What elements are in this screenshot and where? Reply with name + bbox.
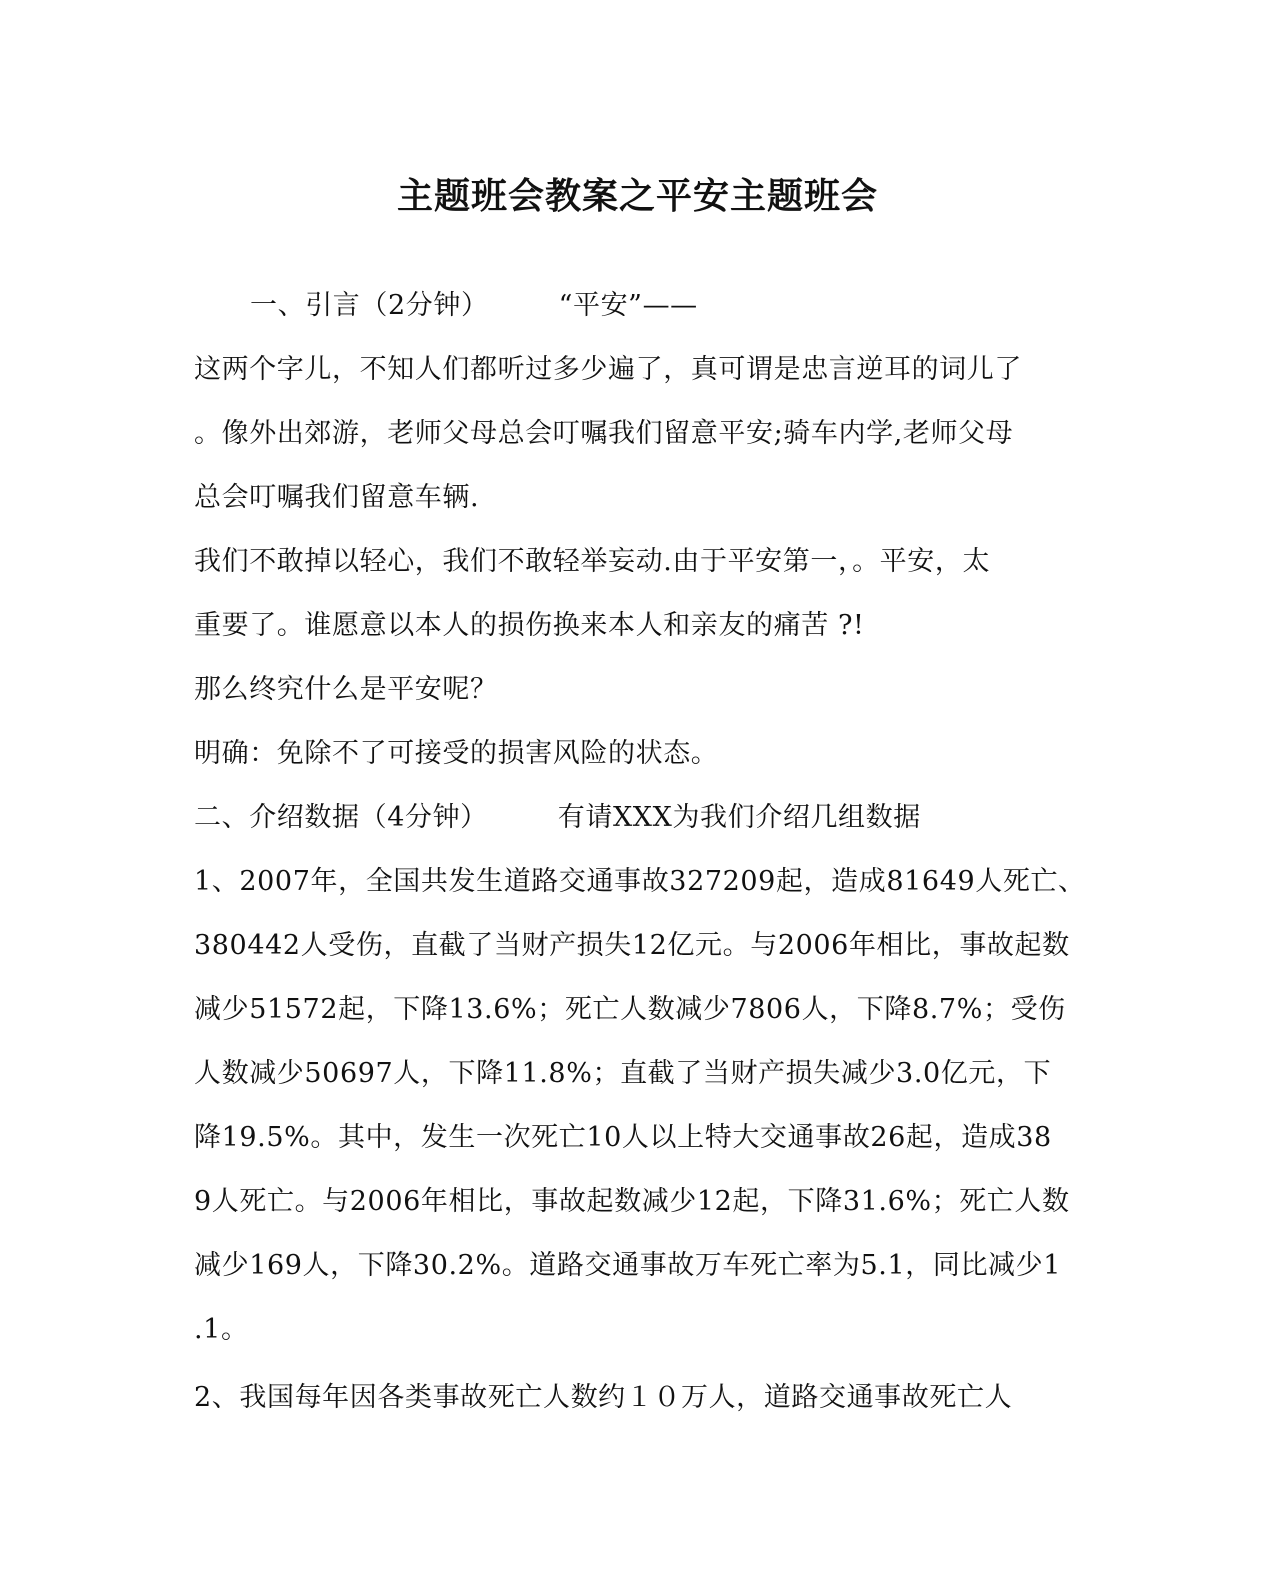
section-2-heading: 二、介绍数据（4分钟）	[194, 802, 488, 833]
data-paragraph-line: 1、2007年，全国共发生道路交通事故327209起，造成81649人死亡、	[194, 866, 1086, 897]
paragraph-line: 。像外出郊游，老师父母总会叮嘱我们留意平安;骑车内学,老师父母	[194, 418, 1014, 449]
section-2-lead: 有请XXX为我们介绍几组数据	[557, 802, 921, 833]
data-paragraph-line: 2、我国每年因各类事故死亡人数约１０万人，道路交通事故死亡人	[194, 1382, 1013, 1413]
paragraph-line: 那么终究什么是平安呢？	[194, 674, 498, 705]
section-1-heading: 一、引言（2分钟）	[250, 290, 489, 321]
data-paragraph-line: 380442人受伤，直截了当财产损失12亿元。与2006年相比，事故起数	[194, 930, 1070, 961]
section-1-quote: “平安”——	[558, 290, 698, 321]
paragraph-line: 明确：免除不了可接受的损害风险的状态。	[194, 738, 719, 769]
data-paragraph-line: 9人死亡。与2006年相比，事故起数减少12起，下降31.6%；死亡人数	[194, 1186, 1070, 1217]
paragraph-line: 总会叮嘱我们留意车辆.	[194, 482, 480, 513]
data-paragraph-line: 人数减少50697人，下降11.8%；直截了当财产损失减少3.0亿元，下	[194, 1058, 1052, 1089]
paragraph-line: 重要了。谁愿意以本人的损伤换来本人和亲友的痛苦 ?!	[194, 610, 865, 641]
section-2-heading-line	[194, 798, 1074, 838]
document-title: 主题班会教案之平安主题班会	[396, 175, 878, 217]
data-paragraph-line: .1。	[194, 1314, 249, 1345]
section-1-heading-line	[250, 286, 1130, 326]
data-paragraph-line: 降19.5%。其中，发生一次死亡10人以上特大交通事故26起，造成38	[194, 1122, 1052, 1153]
data-paragraph-line: 减少51572起，下降13.6%；死亡人数减少7806人，下降8.7%；受伤	[194, 994, 1066, 1025]
paragraph-line: 这两个字儿，不知人们都听过多少遍了，真可谓是忠言逆耳的词儿了	[194, 354, 1022, 385]
paragraph-line: 我们不敢掉以轻心，我们不敢轻举妄动.由于平安第一，。平安，太	[194, 546, 991, 577]
data-paragraph-line: 减少169人，下降30.2%。道路交通事故万车死亡率为5.1，同比减少1	[194, 1250, 1062, 1281]
